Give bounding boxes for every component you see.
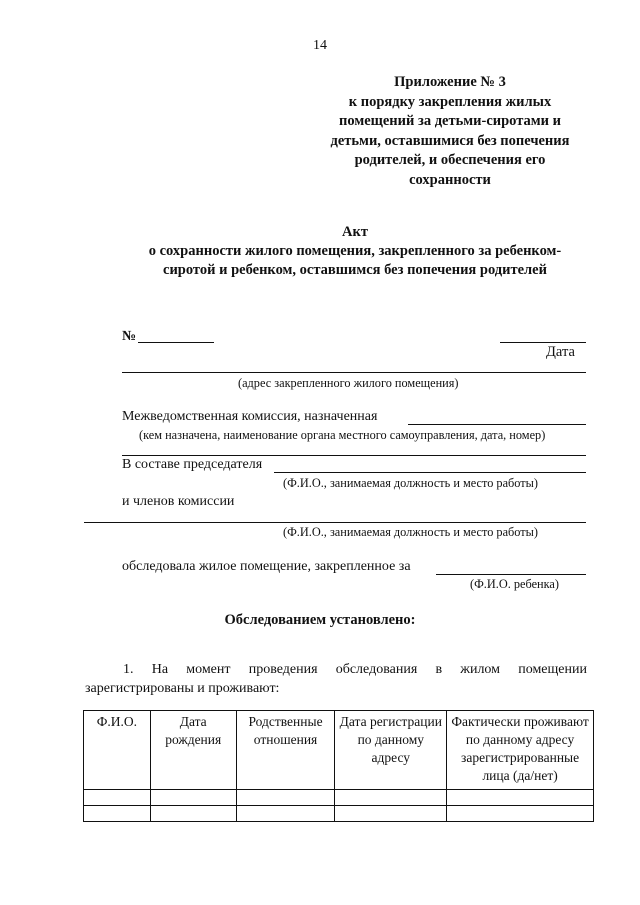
table-cell[interactable] [150, 790, 236, 806]
header-birth-date: Дата рождения [150, 711, 236, 790]
residents-table [83, 710, 594, 822]
header-name: Ф.И.О. [84, 711, 151, 790]
table-cell[interactable] [335, 806, 447, 822]
table-cell[interactable] [84, 806, 151, 822]
page-number: 14 [313, 38, 327, 53]
findings-item-1: 1. На момент проведения обследования в жилом помещении зарегистрированы и проживают: [85, 662, 587, 696]
appendix-header [300, 73, 600, 190]
findings-heading: Обследованием установлено: [224, 612, 416, 628]
table-cell[interactable] [447, 790, 594, 806]
appendix-line-5: родителей, и обеспечения его [354, 152, 546, 168]
members-hint: (Ф.И.О., занимаемая должность и место работы) [283, 525, 539, 539]
appendix-line-1: Приложение № 3 [394, 74, 506, 90]
members-field[interactable] [84, 522, 586, 523]
table-cell[interactable] [335, 790, 447, 806]
act-number-label: № [122, 329, 137, 344]
address-field[interactable] [122, 372, 586, 373]
chairman-hint: (Ф.И.О., занимаемая должность и место работы) [283, 476, 539, 490]
act-title-block [60, 223, 640, 280]
table-cell[interactable] [447, 806, 594, 822]
inspected-label: обследовала жилое помещение, закрепленное за [122, 559, 411, 574]
act-title: Акт [342, 224, 368, 240]
chairman-label: В составе председателя [122, 457, 263, 472]
commission-label: Межведомственная комиссия, назначенная [122, 409, 378, 424]
header-actual-residence: Фактически проживают по данному адресу зарегистрированные лица (да/нет) [447, 711, 594, 790]
act-subtitle-1: о сохранности жилого помещения, закрепленного за ребенком- [148, 243, 562, 259]
chairman-field[interactable] [274, 472, 586, 473]
act-number-field[interactable] [138, 342, 214, 343]
child-hint: (Ф.И.О. ребенка) [470, 577, 559, 591]
act-subtitle-2: сиротой и ребенком, оставшимся без попечения родителей [163, 262, 547, 278]
commission-field-line-2[interactable] [122, 455, 586, 456]
table-row [84, 790, 594, 806]
child-name-field[interactable] [436, 574, 586, 575]
commission-field[interactable] [408, 424, 586, 425]
address-hint: (адрес закрепленного жилого помещения) [238, 376, 459, 390]
table-cell[interactable] [236, 790, 335, 806]
appendix-line-4: детьми, оставшимися без попечения [330, 132, 570, 149]
header-relation: Родственные отношения [236, 711, 335, 790]
table-row [84, 806, 594, 822]
header-reg-date: Дата регистрации по данному адресу [335, 711, 447, 790]
date-label: Дата [546, 344, 575, 360]
table-cell[interactable] [150, 806, 236, 822]
appendix-line-2: к порядку закрепления жилых [348, 93, 552, 110]
act-date-field[interactable] [500, 342, 586, 343]
table-cell[interactable] [236, 806, 335, 822]
appendix-line-3: помещений за детьми-сиротами и [338, 113, 561, 129]
members-label: и членов комиссии [122, 494, 235, 509]
table-cell[interactable] [84, 790, 151, 806]
commission-hint: (кем назначена, наименование органа местного самоуправления, дата, номер) [139, 428, 546, 442]
table-header-row [84, 711, 594, 790]
appendix-line-6: сохранности [409, 171, 491, 188]
